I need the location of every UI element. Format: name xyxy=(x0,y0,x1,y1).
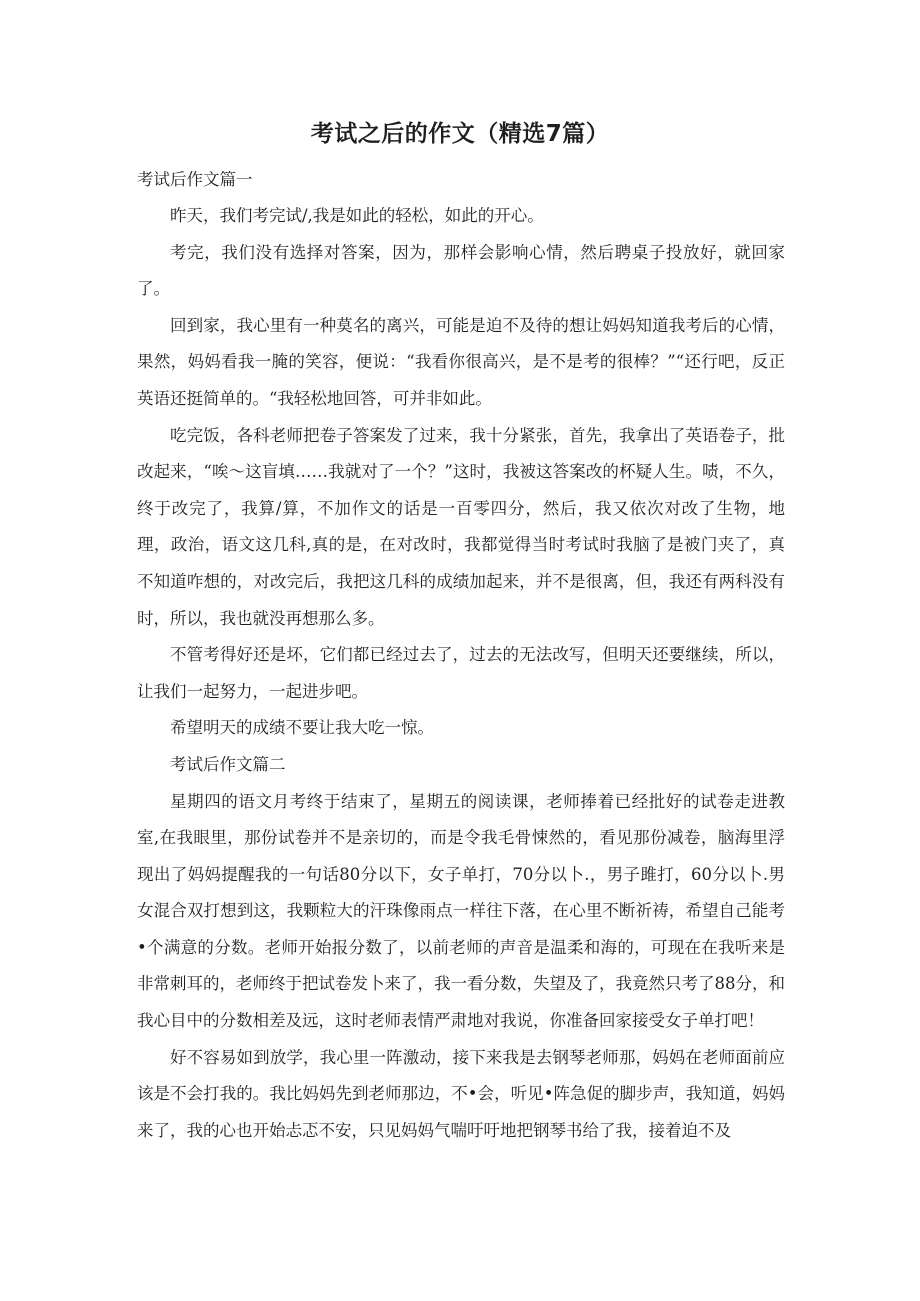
paragraph: 好不容易如到放学，我心里一阵激动，接下来我是去钢琴老师那，妈妈在老师面前应该是不会打我的。我比妈妈先到老师那边，不•会，听见•阵急促的脚步声，我知道，妈妈来了，我的心也开始忐忑不安，只见妈妈气喘吁吁地把钢琴书给了我，接着迫不及 xyxy=(137,1047,785,1140)
paragraph: 不管考得好还是坏，它们都已经过去了，过去的无法改写，但明天还要继续，所以，让我们一起努力，一起进步吧。 xyxy=(137,645,785,701)
paragraph: 吃完饭，各科老师把卷子答案发了过来，我十分紧张，首先，我拿出了英语卷子，批改起来，“唉～这盲填……我就对了一个？”这时，我被这答案改的杯疑人生。啧，不久，终于改完了，我算/算，不加作文的话是一百零四分，然后，我又依次对改了生物，地理，政治，语文这几科,真的是，在对改时，我都觉得当时考试时我脑了是被门夹了，真不知道咋想的，对改完后，我把这几科的成绩加起来，并不是很离，但，我还有两科没有时，所以，我也就没再想那么多。 xyxy=(137,425,785,628)
paragraph: 星期四的语文月考终于结束了，星期五的阅读课，老师捧着已经批好的试卷走进教室,在我眼里，那份试卷并不是亲切的，而是令我毛骨悚然的，看见那份减卷，脑海里浮现出了妈妈提醒我的一句话80分以下，女子单打，70分以卜.，男子雎打，60分以卜.男女混合双打想到这，我颗粒大的汗珠像雨点一样往下落，在心里不断祈祷，希望自己能考•个满意的分数。老师开始报分数了，以前老师的声音是温柔和海的，可现在在我听来是非常刺耳的，老师终于把试卷发卜来了，我一看分数，失望及了，我竟然只考了88分，和我心目中的分数相差及远，这时老师表情严肃地对我说，你准备回家接受女子单打吧！ xyxy=(137,791,785,1031)
document-body xyxy=(137,198,785,1149)
paragraph: 考完，我们没有选择对答案，因为，那样会影响心情，然后聘桌子投放好，就回家了。 xyxy=(137,242,785,299)
paragraph: 昨天，我们考完试/,我是如此的轻松，如此的开心。 xyxy=(170,206,544,225)
document-title: 考试之后的作文（精选7篇） xyxy=(310,121,610,147)
section-heading-two: 考试后作文篇二 xyxy=(170,754,286,774)
paragraph: 希望明天的成绩不要让我大吃一惊。 xyxy=(170,718,434,738)
paragraph: 回到家，我心里有一种莫名的离兴，可能是迫不及待的想让妈妈知道我考后的心情，果然，妈妈看我一腌的笑容，便说：“我看你很高兴，是不是考的很棒？”“还行吧，反正英语还挺简单的。“我轻松地回答，可并非如此。 xyxy=(137,315,785,408)
section-heading-one: 考试后作文篇一 xyxy=(137,170,253,189)
